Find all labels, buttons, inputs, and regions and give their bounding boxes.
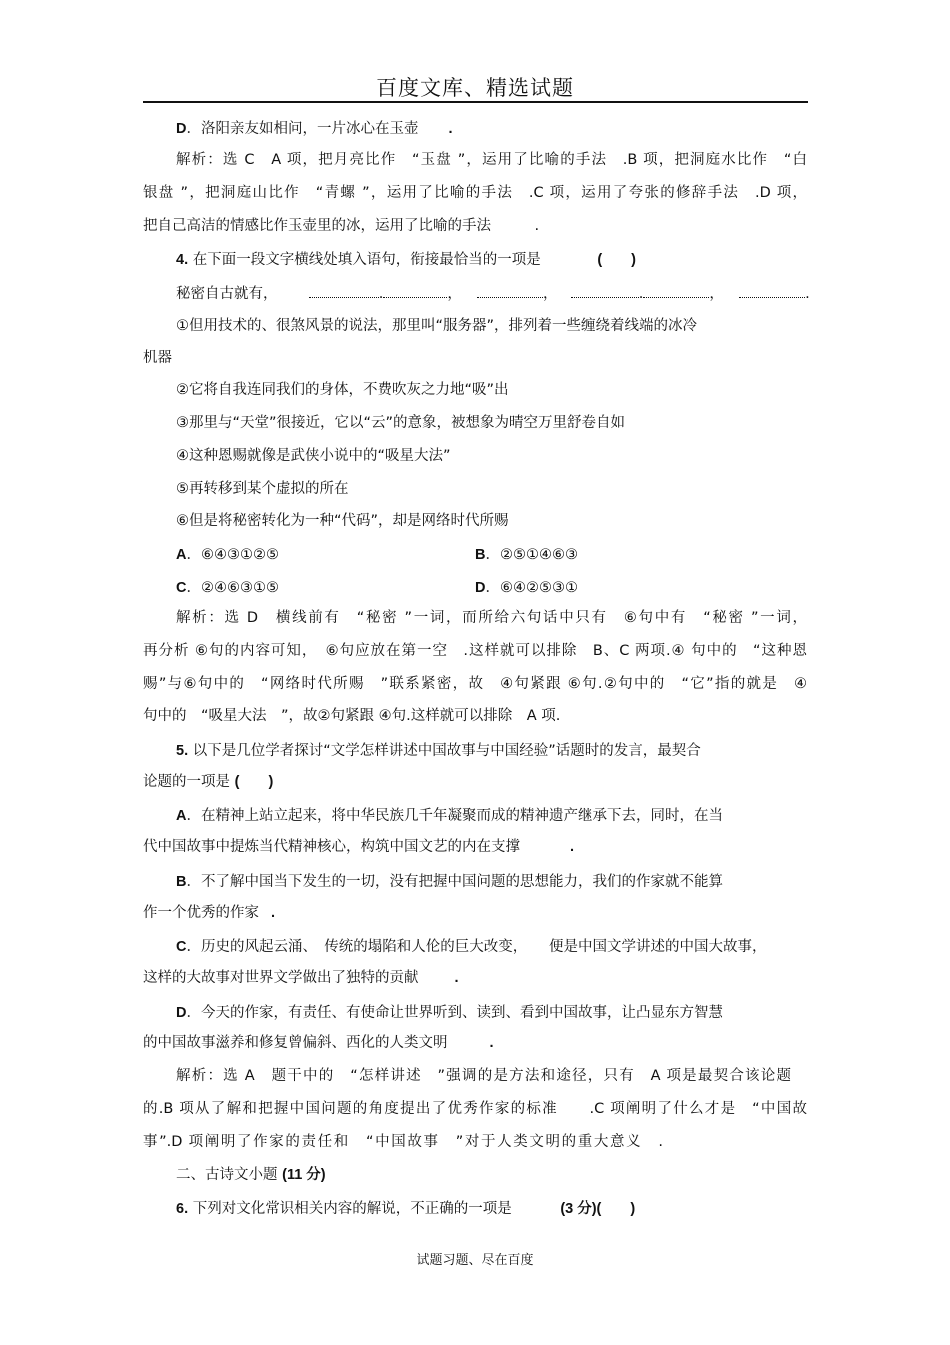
q5-option-d-cont (143, 1033, 494, 1053)
q4-answer-bracket: ( ) (597, 252, 636, 268)
q5-option-b (176, 872, 723, 892)
q4-sentence-2: ②它将自我连同我们的身体，不费吹灰之力地“吸”出 (176, 382, 509, 398)
page-header-title: 百度文库、精选试题 (376, 76, 574, 100)
q4-sentence-1: ①但用技术的、很煞风景的说法，那里叫“服务器”，排列着一些缠绕着线端的冰冷 (176, 318, 698, 334)
q5-option-d-line-1: ．今天的作家，有责任、有使命让世界听到、读到、看到中国故事，让凸显东方智慧 (186, 1005, 723, 1021)
q4-blank-4 (571, 283, 639, 298)
q5-option-c-end: . (454, 970, 459, 986)
q4-option-d-text: ．⑥④②⑤③① (485, 580, 578, 596)
q3-option-d-end: . (448, 121, 453, 137)
q6-score: (3 分)( ) (560, 1201, 636, 1217)
q4-blank-1 (309, 283, 379, 298)
q6-number: 6. (176, 1201, 189, 1217)
q5-option-a-cont (143, 837, 574, 857)
q4-blank-sep-6: . (805, 286, 810, 302)
q4-option-a (176, 545, 279, 565)
q5-option-c-cont (143, 968, 459, 988)
q4-analysis-line-2: 再分析 ⑥句的内容可知， ⑥句应放在第一空 .这样就可以排除 B、C 两项.④ 句中的 “这种恩 (143, 643, 807, 659)
q5-stem-line-1 (176, 741, 701, 761)
q4-option-c (176, 578, 279, 598)
q4-sentence-3: ③那里与“天堂”很接近，它以“云”的意象，被想象为晴空万里舒卷自如 (176, 415, 626, 431)
q5-analysis-line-3: 事”.D 项阐明了作家的责任和 “中国故事 ”对于人类文明的重大意义 . (143, 1134, 663, 1150)
q5-option-d-end: . (489, 1035, 494, 1051)
q4-sentence-1-cont: 机器 (143, 350, 172, 366)
q5-option-c (176, 937, 766, 957)
q5-option-b-line-2: 作一个优秀的作家 (143, 905, 259, 921)
q5-answer-bracket: ( ) (234, 774, 274, 790)
q3-analysis-line-1: 解析：选 C A 项，把月亮比作 “玉盘 ”，运用了比喻的手法 .B 项，把洞庭水比作 “白 (176, 152, 807, 168)
q4-stem-text: 在下面一段文字横线处填入语句，衔接最恰当的一项是 (192, 252, 541, 268)
q4-option-b-letter: B (475, 547, 486, 563)
q5-option-b-line-1: ．不了解中国当下发生的一切，没有把握中国问题的思想能力，我们的作家就不能算 (186, 874, 723, 890)
q4-sentence-4: ④这种恩赐就像是武侠小说中的“吸星大法” (176, 448, 451, 464)
q5-option-b-cont (143, 903, 275, 923)
q4-number: 4. (176, 252, 189, 268)
q4-blank-sep-1: . (378, 286, 384, 302)
q5-option-d-line-2: 的中国故事滋养和修复曾偏斜、西化的人类文明 (143, 1035, 448, 1051)
page-footer: 试题习题、尽在百度 (416, 1253, 534, 1268)
section-2-heading (176, 1165, 326, 1185)
q4-analysis-line-1: 解析：选 D 横线前有 “秘密 ”一词，而所给六句话中只有 ⑥句中有 “秘密 ”一词， (176, 610, 807, 626)
q4-option-b (475, 545, 578, 565)
q5-number: 5. (176, 743, 189, 759)
q4-blank-5 (643, 283, 709, 298)
section-2-score: (11 分) (282, 1167, 326, 1183)
q4-analysis-line-3: 赐”与⑥句中的 “网络时代所赐 ”联系紧密，故 ④句紧跟 ⑥句.②句中的 “它”指的就是 ④ (143, 676, 807, 692)
q5-option-c-line-2: 这样的大故事对世界文学做出了独特的贡献 (143, 970, 419, 986)
section-2-title: 二、古诗文小题 (176, 1167, 278, 1183)
q4-stem (176, 250, 636, 270)
q4-blank-sep-5: ， (709, 286, 724, 302)
q4-blank-intro: 秘密自古就有， (176, 286, 278, 302)
q3-analysis-line-3: 把自己高洁的情感比作玉壶里的冰，运用了比喻的手法 . (143, 218, 540, 234)
q5-analysis-line-1: 解析：选 A 题干中的 “怎样讲述 ”强调的是方法和途径，只有 A 项是最契合该论题 (176, 1068, 791, 1084)
q3-option-d-text: ．洛阳亲友如相问，一片冰心在玉壶 (186, 121, 419, 137)
q4-blank-2 (383, 283, 447, 298)
q5-analysis-line-2: 的.B 项从了解和把握中国问题的角度提出了优秀作家的标准 .C 项阐明了什么才是 “中国故 (143, 1101, 807, 1117)
q5-stem-line-2 (143, 772, 273, 792)
q5-option-c-letter: C (176, 939, 187, 955)
q4-option-a-text: ．⑥④③①②⑤ (186, 547, 279, 563)
q4-option-d (475, 578, 578, 598)
q5-option-a-line-1: ．在精神上站立起来，将中华民族几千年凝聚而成的精神遗产继承下去，同时，在当 (186, 808, 723, 824)
q5-option-c-line-1: ．历史的风起云涌、 传统的塌陷和人伦的巨大改变， 便是中国文学讲述的中国大故事， (186, 939, 767, 955)
q5-option-a (176, 806, 723, 826)
q5-option-d-letter: D (176, 1005, 187, 1021)
q3-analysis-line-2: 银盘 ”，把洞庭山比作 “青螺 ”，运用了比喻的手法 .C 项，运用了夸张的修辞手法 .D 项， (143, 185, 807, 201)
q3-option-d-letter: D (176, 121, 187, 137)
q4-option-c-text: ．②④⑥③①⑤ (186, 580, 279, 596)
q5-stem-text-1: 以下是几位学者探讨“文学怎样讲述中国故事与中国经验”话题时的发言，最契合 (192, 743, 701, 759)
q4-sentence-6: ⑥但是将秘密转化为一种“代码”，却是网络时代所赐 (176, 513, 509, 529)
q5-option-a-letter: A (176, 808, 187, 824)
q4-blank-sep-2: ， (447, 286, 462, 302)
q4-sentence-5: ⑤再转移到某个虚拟的所在 (176, 481, 349, 497)
q5-option-a-line-2: 代中国故事中提炼当代精神核心，构筑中国文艺的内在支撑 (143, 839, 520, 855)
q5-option-b-end: . (271, 905, 276, 921)
q4-blank-3 (477, 283, 543, 298)
q4-blank-line (176, 283, 810, 304)
q6-stem (176, 1199, 635, 1219)
q4-blank-6 (739, 283, 805, 298)
q5-option-d (176, 1003, 723, 1023)
q4-analysis-line-4: 句中的 “吸星大法 ”，故②句紧跟 ④句.这样就可以排除 A 项. (143, 708, 561, 724)
q3-option-d (176, 119, 453, 139)
q4-option-a-letter: A (176, 547, 187, 563)
q5-stem-text-2: 论题的一项是 (143, 774, 230, 790)
header-divider (143, 101, 808, 103)
q5-option-b-letter: B (176, 874, 187, 890)
q4-option-d-letter: D (475, 580, 486, 596)
q4-blank-sep-3: ， (543, 286, 558, 302)
q4-blank-sep-4: . (638, 286, 644, 302)
q4-option-b-text: ．②⑤①④⑥③ (485, 547, 578, 563)
q6-stem-text: 下列对文化常识相关内容的解说，不正确的一项是 (192, 1201, 512, 1217)
q4-option-c-letter: C (176, 580, 187, 596)
q5-option-a-end: . (570, 839, 575, 855)
